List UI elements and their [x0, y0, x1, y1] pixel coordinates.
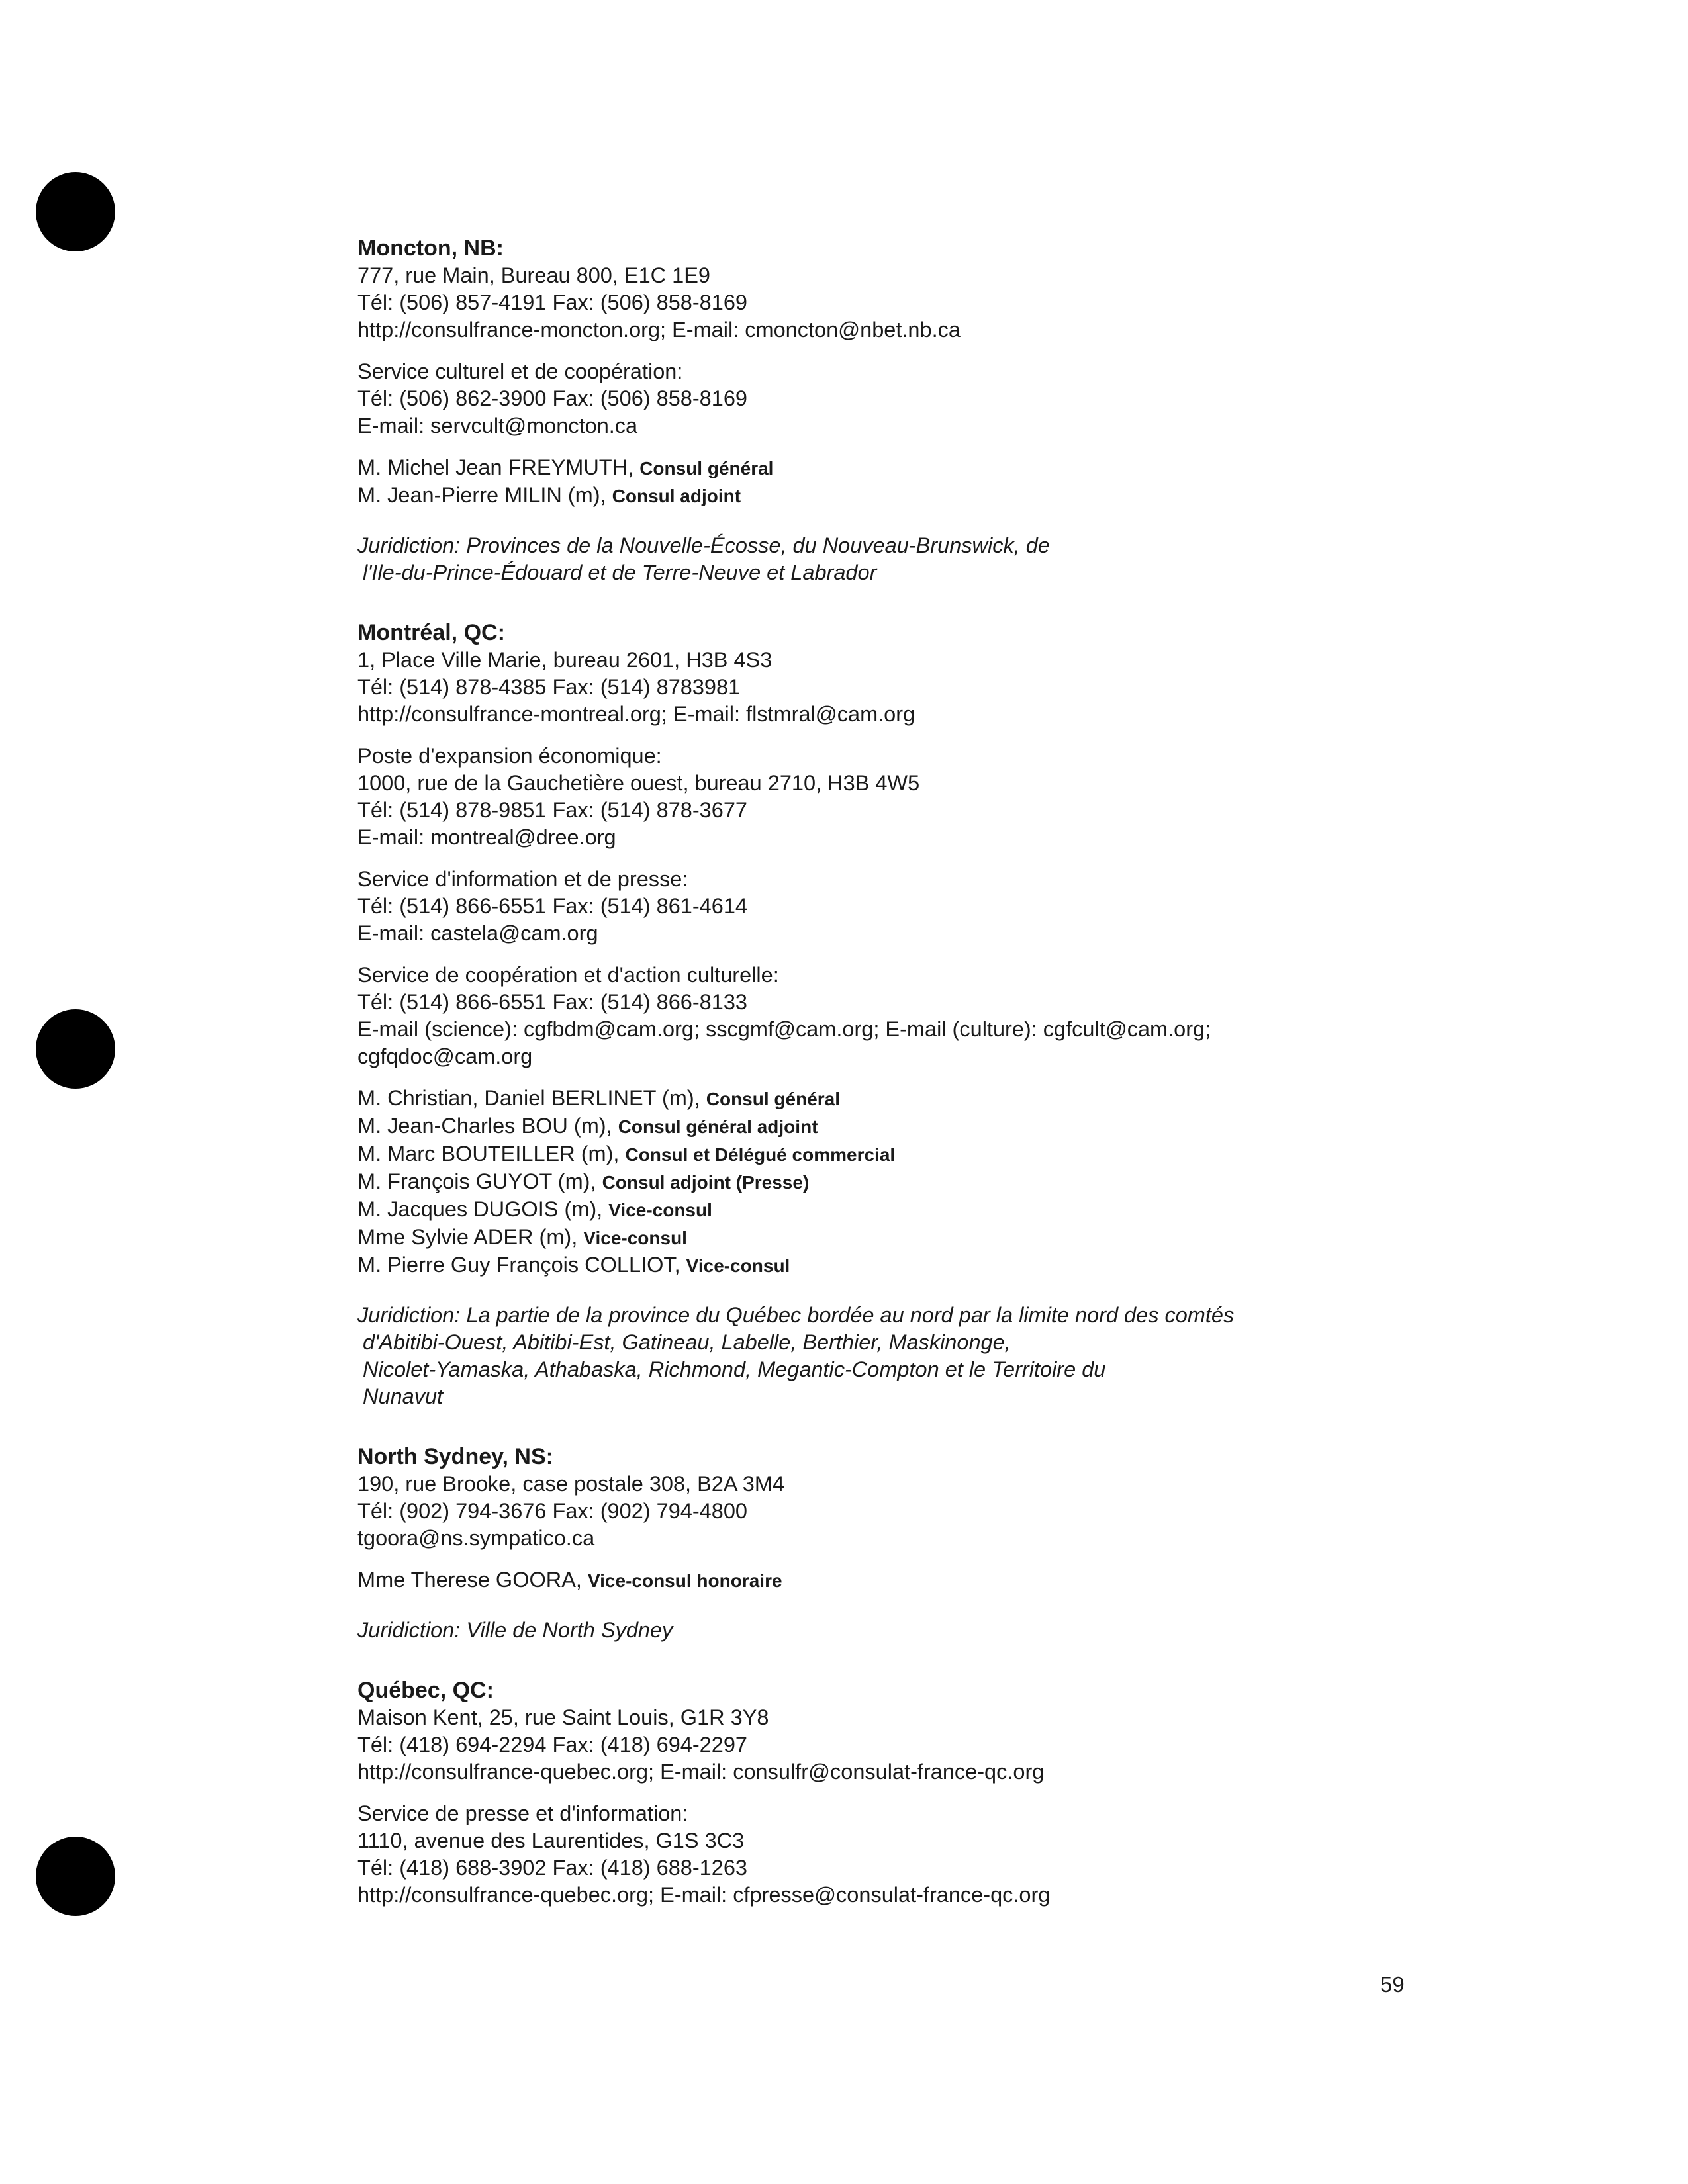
contact-line: 777, rue Main, Bureau 800, E1C 1E9 — [357, 263, 710, 287]
staff-name: Mme Therese GOORA, — [357, 1568, 588, 1592]
contact-line: 1, Place Ville Marie, bureau 2601, H3B 4S3 — [357, 648, 773, 672]
jurisdiction-line: Nicolet-Yamaska, Athabaska, Richmond, Megantic-Compton et le Territoire du — [363, 1357, 1106, 1381]
section-heading: Moncton, NB: — [357, 236, 504, 261]
staff-title: Vice-consul — [608, 1200, 712, 1220]
staff-name: M. Jacques DUGOIS (m), — [357, 1197, 609, 1221]
contact-line: http://consulfrance-quebec.org; E-mail: consulfr@consulat-france-qc.org — [357, 1760, 1045, 1784]
contact-block — [357, 647, 1523, 728]
contact-block — [357, 262, 1523, 343]
contact-line: E-mail: montreal@dree.org — [357, 825, 616, 849]
staff-entry — [357, 1140, 1523, 1168]
contact-block — [357, 1800, 1523, 1909]
consulate-section — [357, 1677, 1523, 1909]
staff-entry — [357, 1196, 1523, 1224]
contact-line: 1110, avenue des Laurentides, G1S 3C3 — [357, 1829, 745, 1852]
contact-line: Service culturel et de coopération: — [357, 359, 683, 383]
contact-line: Tél: (514) 878-4385 Fax: (514) 8783981 — [357, 675, 741, 699]
consulate-section — [357, 1443, 1523, 1644]
contact-line: cgfqdoc@cam.org — [357, 1044, 533, 1068]
jurisdiction-line: d'Abitibi-Ouest, Abitibi-Est, Gatineau, Labelle, Berthier, Maskinonge, — [363, 1330, 1011, 1354]
section-heading: Montréal, QC: — [357, 620, 505, 645]
staff-title: Consul adjoint (Presse) — [602, 1172, 810, 1193]
contact-line: Service de coopération et d'action culturelle: — [357, 963, 779, 987]
contact-line: Tél: (418) 688-3902 Fax: (418) 688-1263 — [357, 1856, 747, 1880]
staff-entry — [357, 454, 1523, 482]
staff-name: M. Michel Jean FREYMUTH, — [357, 455, 640, 479]
staff-name: M. Pierre Guy François COLLIOT, — [357, 1253, 686, 1277]
binder-hole — [36, 172, 115, 251]
binder-hole — [36, 1009, 115, 1089]
contact-block — [357, 743, 1523, 851]
staff-entry — [357, 1567, 1523, 1594]
page-number: 59 — [1380, 1972, 1405, 1997]
contact-line: 1000, rue de la Gauchetière ouest, bureau 2710, H3B 4W5 — [357, 771, 920, 795]
staff-entry — [357, 1168, 1523, 1196]
contact-line: Tél: (514) 866-6551 Fax: (514) 861-4614 — [357, 894, 747, 918]
document-body — [357, 235, 1523, 1942]
consulate-section — [357, 619, 1523, 1410]
staff-title: Consul général adjoint — [618, 1116, 818, 1137]
staff-entry — [357, 1085, 1523, 1113]
contact-line: Tél: (514) 866-6551 Fax: (514) 866-8133 — [357, 990, 747, 1014]
contact-line: Service de presse et d'information: — [357, 1801, 688, 1825]
jurisdiction-line: l'Ile-du-Prince-Édouard et de Terre-Neuve et Labrador — [363, 561, 877, 584]
staff-list — [357, 454, 1523, 510]
staff-name: M. Marc BOUTEILLER (m), — [357, 1142, 626, 1165]
contact-line: E-mail: servcult@moncton.ca — [357, 414, 638, 437]
contact-block — [357, 358, 1523, 439]
jurisdiction — [357, 532, 1523, 586]
staff-list — [357, 1567, 1523, 1594]
staff-title: Consul général — [639, 458, 774, 478]
contact-line: tgoora@ns.sympatico.ca — [357, 1526, 595, 1550]
staff-title: Consul général — [706, 1089, 841, 1109]
contact-line: E-mail: castela@cam.org — [357, 921, 598, 945]
staff-name: M. François GUYOT (m), — [357, 1169, 602, 1193]
section-heading: Québec, QC: — [357, 1678, 494, 1703]
contact-line: Tél: (506) 862-3900 Fax: (506) 858-8169 — [357, 387, 747, 410]
staff-title: Vice-consul — [686, 1255, 790, 1276]
binder-hole — [36, 1837, 115, 1916]
contact-line: Service d'information et de presse: — [357, 867, 688, 891]
staff-entry — [357, 482, 1523, 510]
contact-line: http://consulfrance-montreal.org; E-mail: flstmral@cam.org — [357, 702, 915, 726]
jurisdiction-line: Juridiction: Ville de North Sydney — [357, 1618, 673, 1642]
jurisdiction-line: Nunavut — [363, 1385, 444, 1408]
consulate-section — [357, 235, 1523, 586]
contact-block — [357, 866, 1523, 947]
section-heading: North Sydney, NS: — [357, 1444, 553, 1469]
contact-block — [357, 1471, 1523, 1552]
contact-block — [357, 1704, 1523, 1786]
staff-list — [357, 1085, 1523, 1279]
contact-line: Tél: (418) 694-2294 Fax: (418) 694-2297 — [357, 1733, 747, 1756]
jurisdiction-line: Juridiction: Provinces de la Nouvelle-Écosse, du Nouveau-Brunswick, de — [357, 533, 1050, 557]
staff-name: M. Jean-Charles BOU (m), — [357, 1114, 618, 1138]
staff-entry — [357, 1113, 1523, 1140]
staff-name: M. Christian, Daniel BERLINET (m), — [357, 1086, 706, 1110]
staff-entry — [357, 1251, 1523, 1279]
contact-block — [357, 962, 1523, 1070]
staff-title: Consul et Délégué commercial — [625, 1144, 896, 1165]
contact-line: Poste d'expansion économique: — [357, 744, 662, 768]
contact-line: E-mail (science): cgfbdm@cam.org; sscgmf@cam.org; E-mail (culture): cgfcult@cam.org; — [357, 1017, 1211, 1041]
staff-title: Vice-consul — [583, 1228, 687, 1248]
staff-title: Consul adjoint — [612, 486, 741, 506]
contact-line: http://consulfrance-quebec.org; E-mail: cfpresse@consulat-france-qc.org — [357, 1883, 1051, 1907]
staff-entry — [357, 1224, 1523, 1251]
staff-name: M. Jean-Pierre MILIN (m), — [357, 483, 612, 507]
contact-line: Tél: (506) 857-4191 Fax: (506) 858-8169 — [357, 291, 747, 314]
contact-line: Maison Kent, 25, rue Saint Louis, G1R 3Y8 — [357, 1706, 769, 1729]
contact-line: Tél: (902) 794-3676 Fax: (902) 794-4800 — [357, 1499, 747, 1523]
contact-line: 190, rue Brooke, case postale 308, B2A 3M4 — [357, 1472, 785, 1496]
jurisdiction — [357, 1302, 1523, 1410]
staff-title: Vice-consul honoraire — [587, 1570, 782, 1591]
contact-line: http://consulfrance-moncton.org; E-mail: cmoncton@nbet.nb.ca — [357, 318, 961, 341]
jurisdiction-line: Juridiction: La partie de la province du Québec bordée au nord par la limite nord des comtés — [357, 1303, 1235, 1327]
jurisdiction — [357, 1617, 1523, 1644]
contact-line: Tél: (514) 878-9851 Fax: (514) 878-3677 — [357, 798, 747, 822]
staff-name: Mme Sylvie ADER (m), — [357, 1225, 584, 1249]
